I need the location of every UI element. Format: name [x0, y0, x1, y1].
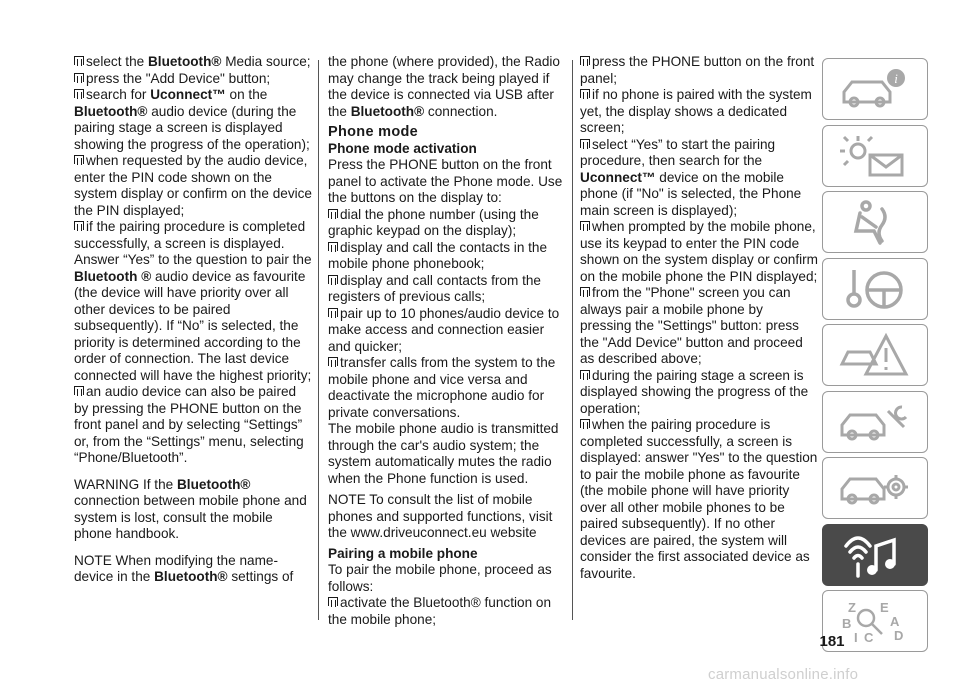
list-item: press the PHONE button on the front panel; — [580, 54, 815, 86]
bullet-icon — [328, 308, 338, 317]
paragraph: the phone (where provided), the Radio may change the track being played if the device is connected via USB after the Bluetooth® connection. — [328, 54, 560, 119]
paragraph: To pair the mobile phone, proceed as follows: — [328, 562, 552, 594]
list-item: activate the Bluetooth® function on the mobile phone; — [328, 595, 552, 627]
list-item: transfer calls from the system to the mobile phone and vice versa and deactivate the microphone audio for private conversations. — [328, 355, 556, 420]
svg-text:D: D — [894, 628, 904, 643]
bullet-icon — [580, 139, 590, 148]
svg-text:E: E — [880, 600, 889, 615]
svg-text:A: A — [890, 614, 900, 629]
list-item: pair up to 10 phones/audio device to make access and connection easier and quicker; — [328, 305, 560, 354]
bullet-icon — [580, 56, 590, 65]
text-column-2 — [328, 54, 566, 628]
svg-text:Z: Z — [848, 600, 856, 615]
chapter-tabs — [822, 58, 928, 657]
list-item: during the pairing stage a screen is displayed showing the progress of the operation; — [580, 367, 809, 416]
bullet-icon — [328, 597, 338, 606]
bullet-icon — [580, 89, 590, 98]
tab-lights-messages[interactable] — [822, 125, 928, 187]
svg-text:C: C — [864, 630, 874, 645]
list-item: if the pairing procedure is completed successfully, a screen is displayed. Answer “Yes” to the question to pair the Bluetooth ® audio device as favourite (the device will have priority over all other devices to be paired subsequently). If “No” is selected, the priority is determined according to the order of connection. The last device connected will have the highest priority; — [74, 219, 312, 383]
list-item: press the "Add Device" button; — [74, 71, 312, 88]
bullet-icon — [328, 242, 338, 251]
list-item: display and call the contacts in the mobile phone phonebook; — [328, 239, 548, 271]
list-item: when requested by the audio device, enter the PIN code shown on the system display or confirm on the device the PIN displayed; — [74, 153, 312, 218]
list-item: if no phone is paired with the system yet, the display shows a dedicated screen; — [580, 87, 812, 135]
bullet-icon — [580, 370, 590, 379]
lights-message-icon — [836, 131, 914, 181]
subsection-heading: Phone mode activation — [328, 140, 477, 156]
tab-key-steering[interactable] — [822, 258, 928, 320]
svg-text:I: I — [854, 630, 858, 645]
list-item: from the "Phone" screen you can always pair a mobile phone by pressing the "Settings" button: press the "Add Device" button and proceed as described above; — [580, 285, 803, 366]
watermark: carmanualsonline.info — [708, 666, 859, 683]
subsection-heading: Pairing a mobile phone — [328, 545, 478, 561]
note-paragraph: NOTE When modifying the name-device in the Bluetooth® settings of — [74, 552, 294, 584]
paragraph: The mobile phone audio is transmitted through the car's audio system; the system automatically mutes the radio when the Phone function is used. — [328, 421, 559, 486]
section-heading: Phone mode — [328, 124, 419, 140]
bullet-icon — [328, 275, 338, 284]
list-item: select the Bluetooth® Media source; — [74, 54, 312, 71]
bullet-icon — [580, 221, 590, 230]
column-divider — [572, 60, 573, 620]
bullet-icon — [328, 357, 338, 366]
bullet-icon — [74, 221, 84, 230]
key-steering-icon — [836, 264, 914, 314]
tab-multimedia[interactable] — [822, 524, 928, 586]
bullet-icon — [74, 155, 84, 164]
list-item: when prompted by the mobile phone, use its keypad to enter the PIN code shown on the system display or confirm on the mobile phone the PIN displayed; — [580, 219, 818, 284]
list-item: an audio device can also be paired by pressing the PHONE button on the front panel and by selecting “Settings” or, from the “Settings” menu, selecting “Phone/Bluetooth”. — [74, 384, 304, 465]
warning-paragraph: WARNING If the Bluetooth® connection between mobile phone and system is lost, consult the mobile phone handbook. — [74, 476, 307, 541]
car-info-icon — [836, 64, 914, 114]
page-number: 181 — [819, 633, 845, 650]
bullet-icon — [580, 419, 590, 428]
list-item: select “Yes” to start the pairing procedure, then search for the Uconnect™ device on the mobile phone (if "No" is selected, the Phone main screen is displayed); — [580, 136, 802, 218]
tab-car-info[interactable] — [822, 58, 928, 120]
tab-warning-emergency[interactable] — [822, 324, 928, 386]
svg-text:B: B — [842, 616, 852, 631]
list-item: when the pairing procedure is completed successfully, a screen is displayed: answer "Yes" to the question to pair the mobile phone as favourite (the mobile phone will have priority over all other mobile phones to be paired subsequently). If no other devices are paired, the system will consider the first associated device as favourite. — [580, 417, 818, 581]
tab-maintenance[interactable] — [822, 391, 928, 453]
column-divider — [318, 60, 319, 620]
text-column-3 — [580, 54, 818, 582]
list-item: display and call contacts from the registers of previous calls; — [328, 272, 541, 304]
car-data-icon — [836, 463, 914, 513]
list-item: dial the phone number (using the graphic keypad on the display); — [328, 206, 539, 238]
text-column-1 — [74, 54, 312, 586]
car-wrench-icon — [836, 397, 914, 447]
warning-triangle-car-icon — [836, 330, 914, 380]
multimedia-icon — [836, 530, 914, 580]
bullet-icon — [74, 386, 84, 395]
paragraph: Press the PHONE button on the front panel to activate the Phone mode. Use the buttons on the display to: — [328, 157, 563, 205]
bullet-icon — [328, 209, 338, 218]
list-item: search for Uconnect™ on the Bluetooth® audio device (during the pairing stage a screen is displayed showing the progress of the operation); — [74, 87, 310, 152]
bullet-icon — [580, 287, 590, 296]
bullet-icon — [74, 73, 84, 82]
note-paragraph: NOTE To consult the list of mobile phones and supported functions, visit the www.driveuconnect.eu website — [328, 492, 553, 540]
bullet-icon — [74, 89, 84, 98]
svg-text:i: i — [894, 71, 898, 86]
tab-technical-data[interactable] — [822, 457, 928, 519]
bullet-icon — [74, 56, 84, 65]
seat-airbag-icon — [836, 197, 914, 247]
tab-seat-airbag[interactable] — [822, 191, 928, 253]
